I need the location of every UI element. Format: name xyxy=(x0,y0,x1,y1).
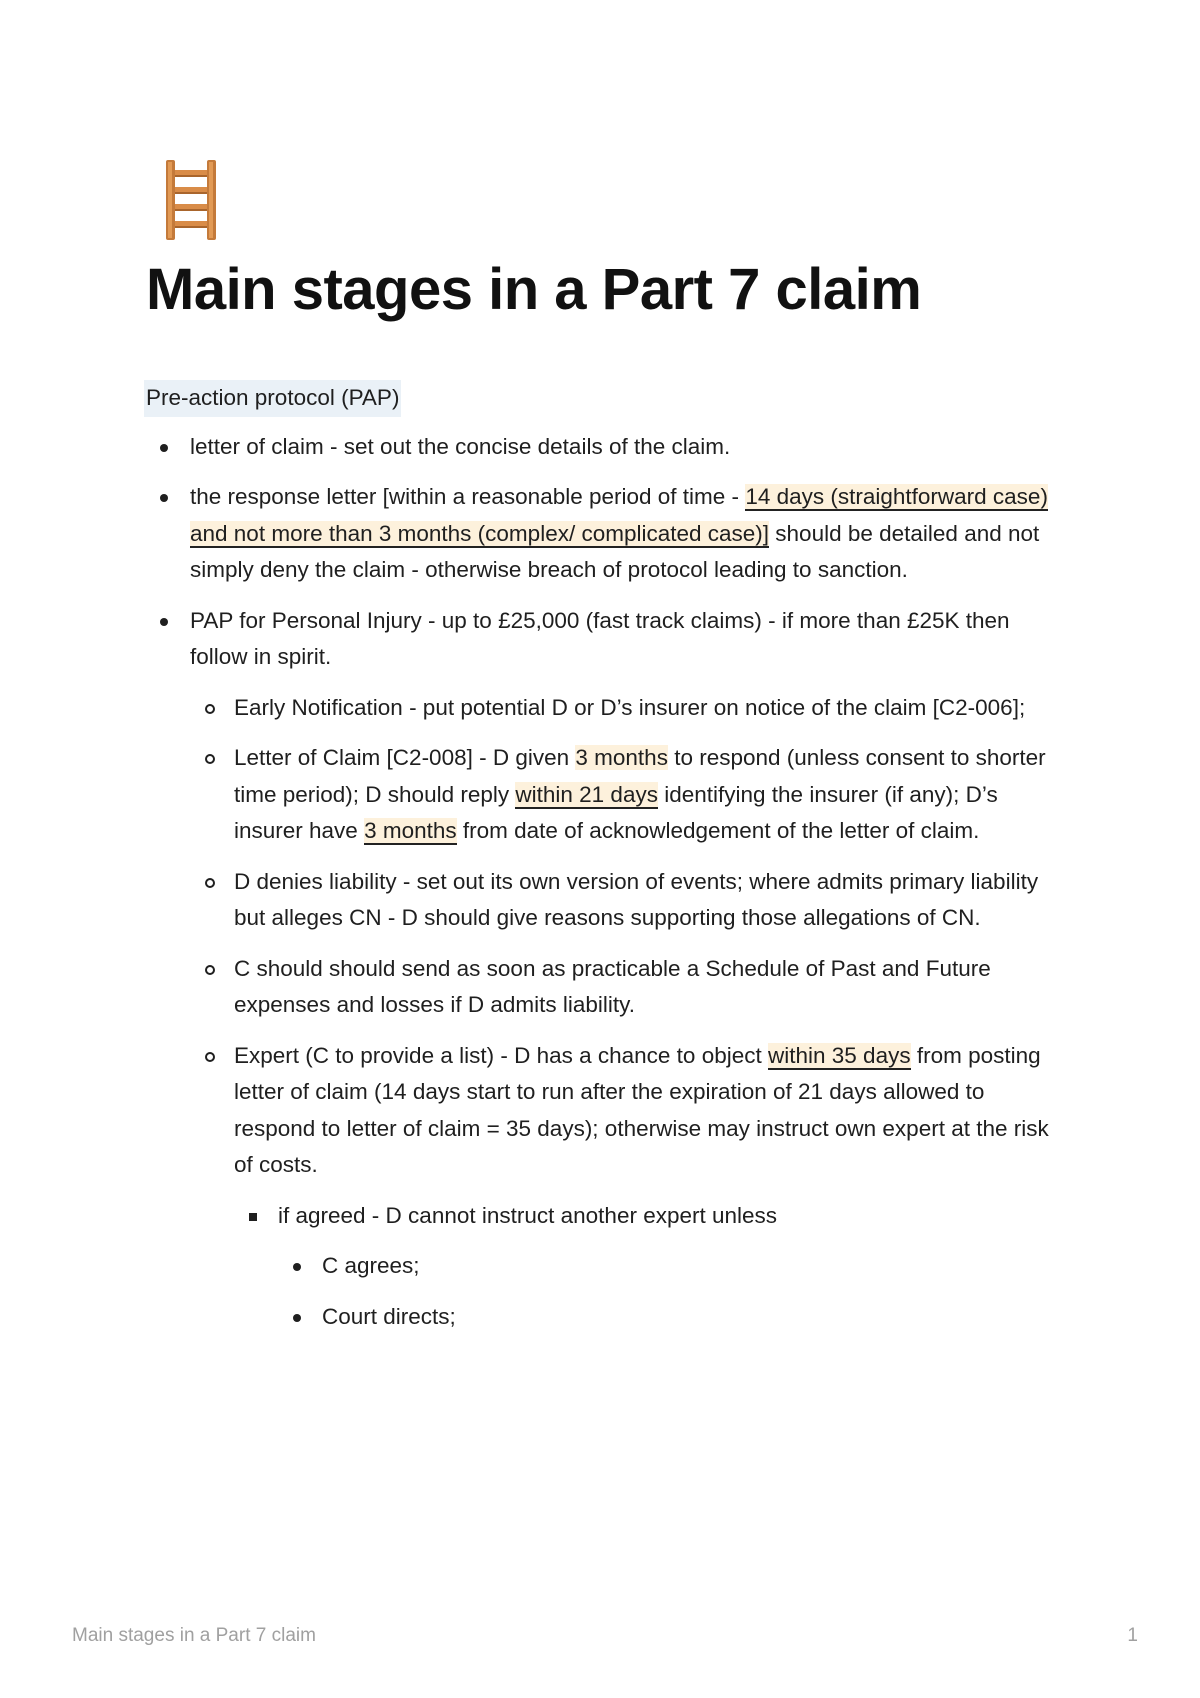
list-item-schedule xyxy=(190,951,1066,1024)
list-item-early-notification xyxy=(190,690,1066,727)
bullet-list xyxy=(146,429,1066,1336)
list-item-if-agreed xyxy=(234,1198,1066,1336)
sub-bullet-list xyxy=(190,690,1066,1336)
list-item-pap-personal-injury xyxy=(146,603,1066,1336)
page-number: 1 xyxy=(1127,1625,1138,1646)
list-item-text: identifying the insurer (if any); D’s insurer have xyxy=(234,781,998,843)
list-item-text: the response letter [within a reasonable period of time - xyxy=(190,484,746,509)
list-item-text: C should should send as soon as practicable a Schedule of Past and Future expenses and losses if D admits liability. xyxy=(234,955,991,1017)
highlighted-text: 14 days (straightforward case) and not more than 3 months (complex/ complicated case)] xyxy=(190,484,1048,546)
footer-title: Main stages in a Part 7 claim xyxy=(72,1625,316,1646)
list-item-text: from posting letter of claim (14 days start to run after the expiration of 21 days allowed to respond to letter of claim = 35 days); otherwise may instruct own expert at the risk of costs. xyxy=(234,1042,1049,1177)
list-item-text: Court directs; xyxy=(322,1303,456,1329)
list-item-text: should be detailed and not simply deny the claim - otherwise breach of protocol leading to sanction. xyxy=(190,520,1040,582)
page-title: Main stages in a Part 7 claim xyxy=(146,257,922,322)
ladder-icon xyxy=(164,160,218,240)
list-item-text: PAP for Personal Injury - up to £25,000 (fast track claims) - if more than £25K then follow in spirit. xyxy=(190,607,1010,669)
list-item-text: if agreed - D cannot instruct another expert unless xyxy=(278,1202,778,1228)
highlighted-text: 3 months xyxy=(575,745,668,770)
sub-sub-sub-bullet-list xyxy=(278,1248,1066,1335)
highlighted-text: within 35 days xyxy=(768,1042,911,1068)
list-item-text: to respond (unless consent to shorter time period); D should reply xyxy=(234,745,1046,807)
list-item-text: letter of claim - set out the concise details of the claim. xyxy=(190,433,731,459)
section-heading: Pre-action protocol (PAP) xyxy=(144,380,401,417)
document-body xyxy=(146,380,1066,1349)
list-item-text: Early Notification - put potential D or D’s insurer on notice of the claim [C2-006]; xyxy=(234,694,1026,720)
list-item-letter-of-claim xyxy=(146,429,1066,466)
sub-sub-bullet-list xyxy=(234,1198,1066,1336)
list-item-text: Expert (C to provide a list) - D has a chance to object xyxy=(234,1042,768,1068)
list-item-court-directs xyxy=(278,1299,1066,1336)
list-item-expert xyxy=(190,1038,1066,1336)
list-item-text: from date of acknowledgement of the letter of claim. xyxy=(456,818,980,843)
highlighted-text: 3 months xyxy=(364,818,457,843)
highlighted-text: within 21 days xyxy=(515,781,658,807)
list-item-letter-of-claim-c2 xyxy=(190,740,1066,850)
list-item-text: D denies liability - set out its own version of events; where admits primary liability but alleges CN - D should give reasons supporting those allegations of CN. xyxy=(234,868,1039,930)
list-item-text: Letter of Claim [C2-008] - D given xyxy=(234,745,576,770)
list-item-c-agrees xyxy=(278,1248,1066,1285)
list-item-response-letter xyxy=(146,479,1066,589)
list-item-text: C agrees; xyxy=(322,1253,420,1278)
list-item-denies-liability xyxy=(190,864,1066,937)
